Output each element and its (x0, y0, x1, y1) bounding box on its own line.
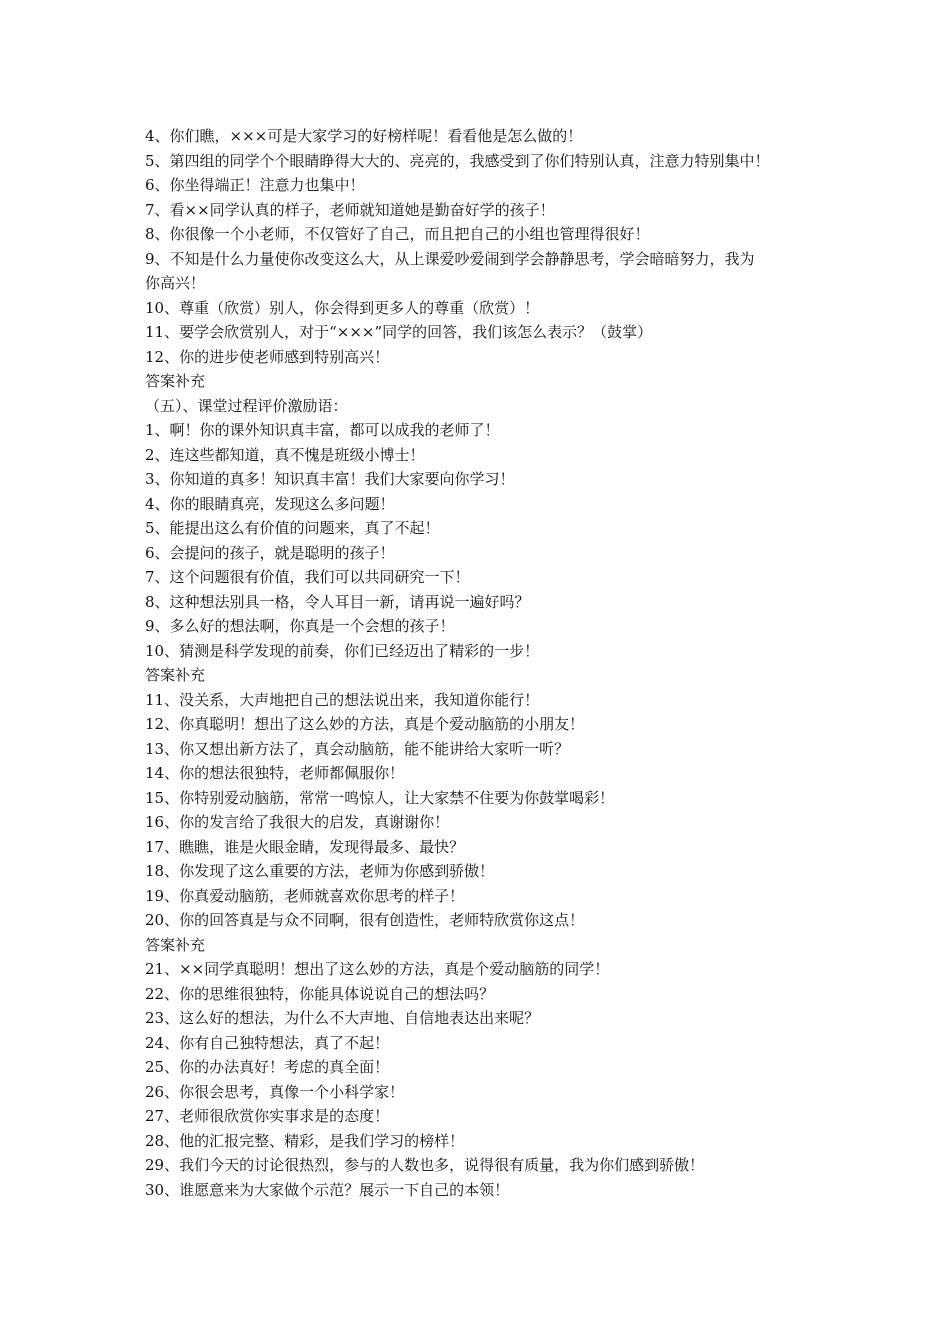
text-line: 23、这么好的想法，为什么不大声地、自信地表达出来呢？ (145, 1009, 540, 1027)
text-line: 3、你知道的真多！知识真丰富！我们大家要向你学习！ (145, 470, 515, 488)
text-line: 16、你的发言给了我很大的启发，真谢谢你！ (145, 813, 450, 831)
text-line: 6、你坐得端正！注意力也集中！ (145, 176, 365, 194)
text-line: 9、多么好的想法啊，你真是一个会想的孩子！ (145, 617, 455, 635)
text-line: 25、你的办法真好！考虑的真全面！ (145, 1058, 390, 1076)
section-heading: （五）、课堂过程评价激励语： (145, 396, 348, 415)
text-line: 17、瞧瞧，谁是火眼金睛，发现得最多、最快？ (145, 837, 465, 856)
text-line: 11、没关系，大声地把自己的想法说出来，我知道你能行！ (145, 690, 540, 709)
text-line: 13、你又想出新方法了，真会动脑筋，能不能讲给大家听一听？ (145, 739, 570, 758)
text-line: 18、你发现了这么重要的方法，老师为你感到骄傲！ (145, 862, 495, 880)
text-line: 5、能提出这么有价值的问题来，真了不起！ (145, 519, 440, 537)
text-line: 28、他的汇报完整、精彩，是我们学习的榜样！ (145, 1131, 465, 1150)
text-line: 4、你的眼睛真亮，发现这么多问题！ (145, 494, 395, 513)
section-label: 答案补充 (145, 666, 206, 684)
text-line: 4、你们瞧，×××可是大家学习的好榜样呢！看看他是怎么做的！ (145, 127, 583, 145)
text-line: 21、××同学真聪明！想出了这么妙的方法，真是个爱动脑筋的同学！ (145, 960, 610, 978)
text-line: 26、你很会思考，真像一个小科学家！ (145, 1082, 405, 1101)
text-line: 11、要学会欣赏别人，对于“×××”同学的回答，我们该怎么表示？（鼓掌） (145, 323, 653, 341)
text-line: 7、这个问题很有价值，我们可以共同研究一下！ (145, 568, 470, 586)
text-line: 7、看××同学认真的样子，老师就知道她是勤奋好学的孩子！ (145, 200, 555, 219)
text-line: 2、连这些都知道，真不愧是班级小博士！ (145, 445, 425, 464)
text-line: 12、你的进步使老师感到特别高兴！ (145, 347, 390, 366)
document-page (145, 124, 845, 1202)
text-line: 8、这种想法别具一格，令人耳目一新，请再说一遍好吗？ (145, 592, 530, 611)
text-line: 8、你很像一个小老师，不仅管好了自己，而且把自己的小组也管理得很好！ (145, 225, 650, 243)
text-line: 30、谁愿意来为大家做个示范？展示一下自己的本领！ (145, 1180, 510, 1199)
text-line: 10、猜测是科学发现的前奏，你们已经迈出了精彩的一步！ (145, 641, 540, 660)
text-line: 你高兴！ (145, 274, 206, 292)
text-line: 1、啊！你的课外知识真丰富，都可以成我的老师了！ (145, 421, 500, 439)
text-line: 27、老师很欣赏你实事求是的态度！ (145, 1107, 390, 1125)
text-line: 10、尊重（欣赏）别人，你会得到更多人的尊重（欣赏）！ (145, 298, 540, 317)
text-line: 9、不知是什么力量使你改变这么大，从上课爱吵爱闹到学会静静思考，学会暗暗努力，我为 (145, 249, 755, 268)
text-line: 14、你的想法很独特，老师都佩服你！ (145, 764, 405, 782)
text-line: 29、我们今天的讨论很热烈，参与的人数也多，说得很有质量，我为你们感到骄傲！ (145, 1156, 705, 1174)
text-line: 12、你真聪明！想出了这么妙的方法，真是个爱动脑筋的小朋友！ (145, 715, 585, 733)
section-label: 答案补充 (145, 935, 206, 954)
text-line: 20、你的回答真是与众不同啊，很有创造性，老师特欣赏你这点！ (145, 911, 585, 929)
text-line: 6、会提问的孩子，就是聪明的孩子！ (145, 543, 395, 562)
text-line: 5、第四组的同学个个眼睛睁得大大的、亮亮的，我感受到了你们特别认真，注意力特别集中！ (145, 151, 770, 170)
text-line: 19、你真爱动脑筋，老师就喜欢你思考的样子！ (145, 886, 465, 905)
section-label: 答案补充 (145, 372, 206, 390)
text-line: 22、你的思维很独特，你能具体说说自己的想法吗？ (145, 984, 495, 1003)
text-line: 15、你特别爱动脑筋，常常一鸣惊人，让大家禁不住要为你鼓掌喝彩！ (145, 788, 615, 807)
text-line: 24、你有自己独特想法，真了不起！ (145, 1033, 390, 1052)
